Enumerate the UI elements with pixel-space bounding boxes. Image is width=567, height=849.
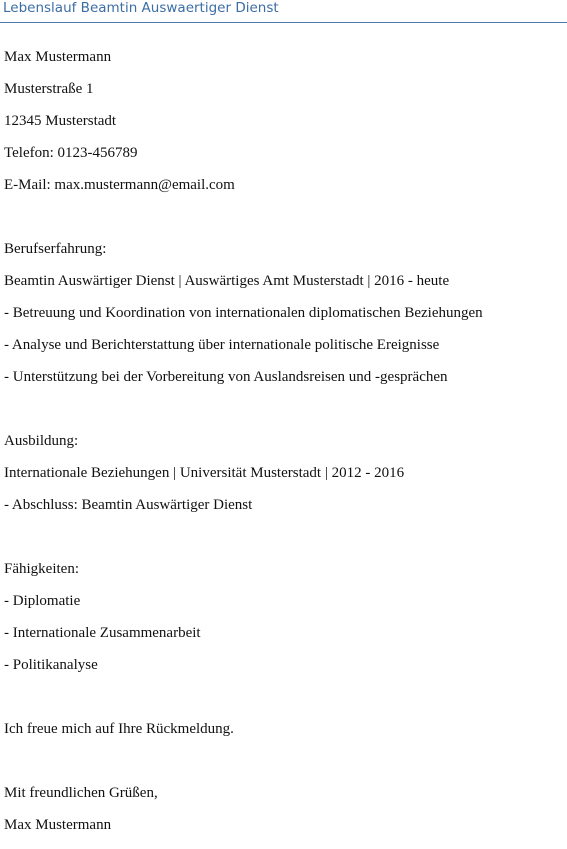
salutation	[4, 785, 564, 817]
email-text: E-Mail: max.mustermann@email.com	[4, 177, 235, 193]
education-item	[4, 497, 564, 529]
skill-item-text: - Internationale Zusammenarbeit	[4, 625, 201, 641]
page-header	[0, 0, 567, 23]
signature-name-text: Max Mustermann	[4, 817, 112, 833]
skill-item-text: - Diplomatie	[4, 593, 81, 609]
education-heading-text: Ausbildung:	[4, 433, 79, 449]
experience-item-text: - Unterstützung bei der Vorbereitung von Auslandsreisen und -gesprächen	[4, 369, 448, 385]
salutation-text: Mit freundlichen Grüßen,	[4, 785, 158, 801]
closing-remark-text: Ich freue mich auf Ihre Rückmeldung.	[4, 721, 234, 737]
name-text: Max Mustermann	[4, 49, 112, 65]
phone-line	[4, 145, 564, 177]
experience-heading	[4, 241, 564, 273]
page-title: Lebenslauf Beamtin Auswaertiger Dienst	[3, 0, 279, 16]
experience-heading-text: Berufserfahrung:	[4, 241, 107, 257]
signature-name	[4, 817, 564, 849]
education-item-text: - Abschluss: Beamtin Auswärtiger Dienst	[4, 497, 253, 513]
email-line	[4, 177, 564, 209]
skills-heading	[4, 561, 564, 593]
phone-text: Telefon: 0123-456789	[4, 145, 138, 161]
skill-item-text: - Politikanalyse	[4, 657, 98, 673]
experience-position	[4, 273, 564, 305]
street-text: Musterstraße 1	[4, 81, 94, 97]
experience-item	[4, 369, 564, 401]
experience-item-text: - Betreuung und Koordination von internationalen diplomatischen Beziehungen	[4, 305, 483, 321]
education-entry	[4, 465, 564, 497]
experience-item-text: - Analyse und Berichterstattung über internationale politische Ereignisse	[4, 337, 440, 353]
city-line	[4, 113, 564, 145]
blank-line	[4, 209, 564, 241]
blank-line	[4, 401, 564, 433]
blank-line	[4, 529, 564, 561]
education-heading	[4, 433, 564, 465]
education-entry-text: Internationale Beziehungen | Universität Musterstadt | 2012 - 2016	[4, 465, 405, 481]
experience-item	[4, 337, 564, 369]
skill-item	[4, 657, 564, 689]
name-line	[4, 49, 564, 81]
skill-item	[4, 593, 564, 625]
skill-item	[4, 625, 564, 657]
skills-heading-text: Fähigkeiten:	[4, 561, 79, 577]
experience-item	[4, 305, 564, 337]
city-text: 12345 Musterstadt	[4, 113, 117, 129]
closing-remark	[4, 721, 564, 753]
document-body	[4, 49, 564, 849]
blank-line	[4, 753, 564, 785]
experience-position-text: Beamtin Auswärtiger Dienst | Auswärtiges Amt Musterstadt | 2016 - heute	[4, 273, 450, 289]
street-line	[4, 81, 564, 113]
blank-line	[4, 689, 564, 721]
